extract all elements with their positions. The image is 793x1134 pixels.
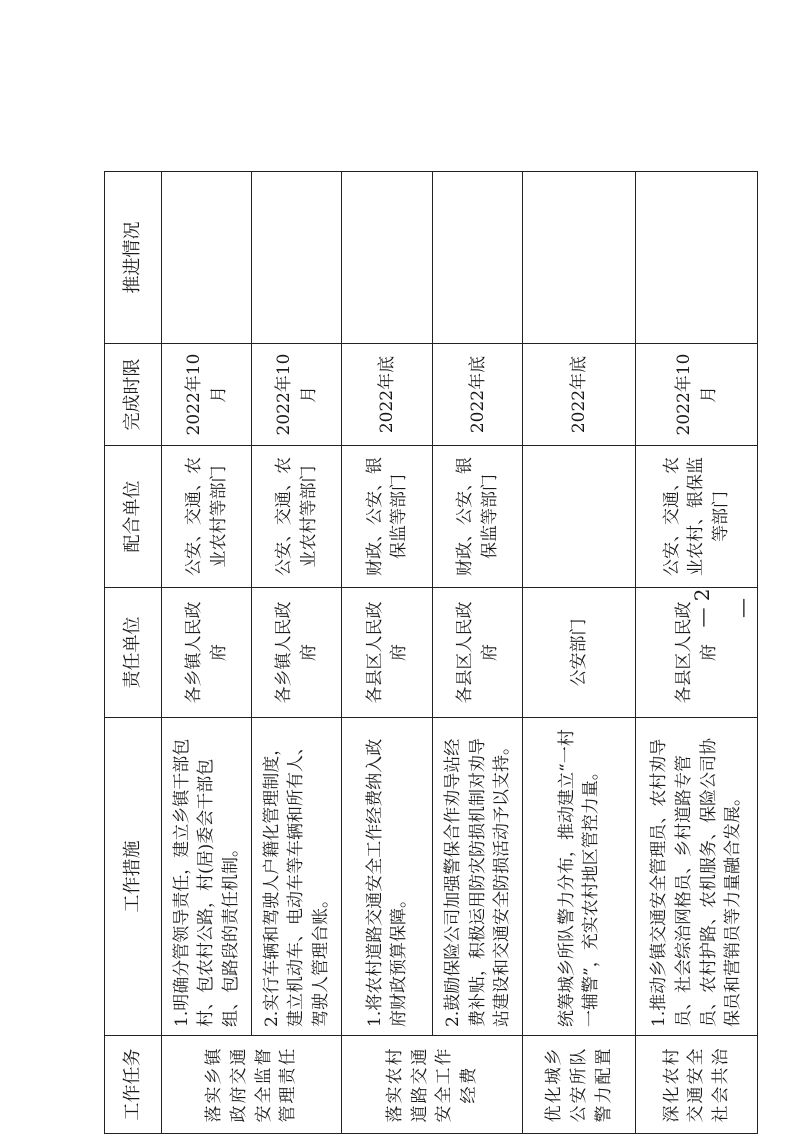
responsible-cell: 各县区人民政府 bbox=[342, 588, 433, 718]
table-row bbox=[342, 172, 433, 1134]
task-cell: 落实乡镇政府交通安全监督管理责任 bbox=[162, 1036, 342, 1134]
measure-cell: 1.明确分管领导责任，建立乡镇干部包村、包农村公路，村(居)委会干部包组、包路段的责任机制。 bbox=[162, 718, 252, 1036]
task-cell: 优化城乡公安所队警力配置 bbox=[523, 1036, 636, 1134]
measure-cell: 1.推动乡镇交通安全管理员、农村劝导员、社会综治网格员、乡村道路专管员、农村护路、农机服务、保险公司协保员和营销员等力量融合发展。 bbox=[636, 718, 758, 1036]
measure-cell: 1.将农村道路交通安全工作经费纳入政府财政预算保障。 bbox=[342, 718, 433, 1036]
responsible-cell: 各乡镇人民政府 bbox=[162, 588, 252, 718]
table-row bbox=[523, 172, 636, 1134]
table-row bbox=[252, 172, 342, 1134]
table-row bbox=[162, 172, 252, 1134]
deadline-cell: 2022年底 bbox=[523, 344, 636, 446]
header-progress: 推进情况 bbox=[105, 172, 162, 344]
rotated-table-container bbox=[104, 172, 758, 1134]
progress-cell bbox=[162, 172, 252, 344]
deadline-cell: 2022年10月 bbox=[162, 344, 252, 446]
header-task: 工作任务 bbox=[105, 1036, 162, 1134]
header-measures: 工作措施 bbox=[105, 718, 162, 1036]
progress-cell bbox=[342, 172, 433, 344]
progress-cell bbox=[252, 172, 342, 344]
responsible-cell: 各县区人民政府 bbox=[636, 588, 758, 718]
responsible-cell: 各乡镇人民政府 bbox=[252, 588, 342, 718]
header-responsible: 责任单位 bbox=[105, 588, 162, 718]
cooperating-cell: 公安、交通、农业农村、银保监等部门 bbox=[636, 446, 758, 588]
cooperating-cell: 公安、交通、农业农村等部门 bbox=[252, 446, 342, 588]
deadline-cell: 2022年底 bbox=[342, 344, 433, 446]
responsible-cell: 各县区人民政府 bbox=[433, 588, 523, 718]
measure-cell: 2.实行车辆和驾驶人户籍化管理制度，建立机动车、电动车等车辆和所有人、驾驶人管理台账。 bbox=[252, 718, 342, 1036]
measure-cell: 2.鼓励保险公司加强警保合作劝导站经费补贴，积极运用防灾防损机制对劝导站建设和交通安全防损活动予以支持。 bbox=[433, 718, 523, 1036]
work-plan-table bbox=[104, 171, 758, 1134]
page-number: — 2 — bbox=[690, 588, 754, 628]
progress-cell bbox=[433, 172, 523, 344]
progress-cell bbox=[636, 172, 758, 344]
deadline-cell: 2022年10月 bbox=[636, 344, 758, 446]
table-row bbox=[433, 172, 523, 1134]
cooperating-cell: 公安、交通、农业农村等部门 bbox=[162, 446, 252, 588]
cooperating-cell: 财政、公安、银保监等部门 bbox=[433, 446, 523, 588]
progress-cell bbox=[523, 172, 636, 344]
table-row bbox=[636, 172, 758, 1134]
deadline-cell: 2022年底 bbox=[433, 344, 523, 446]
header-cooperating: 配合单位 bbox=[105, 446, 162, 588]
responsible-cell: 公安部门 bbox=[523, 588, 636, 718]
task-cell: 深化农村交通安全社会共治 bbox=[636, 1036, 758, 1134]
task-cell: 落实农村道路交通安全工作经费 bbox=[342, 1036, 523, 1134]
cooperating-cell: 财政、公安、银保监等部门 bbox=[342, 446, 433, 588]
measure-cell: 统筹城乡所队警力分布，推动建立“一村一辅警”，充实农村地区管控力量。 bbox=[523, 718, 636, 1036]
deadline-cell: 2022年10月 bbox=[252, 344, 342, 446]
table-header-row bbox=[105, 172, 162, 1134]
cooperating-cell bbox=[523, 446, 636, 588]
header-deadline: 完成时限 bbox=[105, 344, 162, 446]
